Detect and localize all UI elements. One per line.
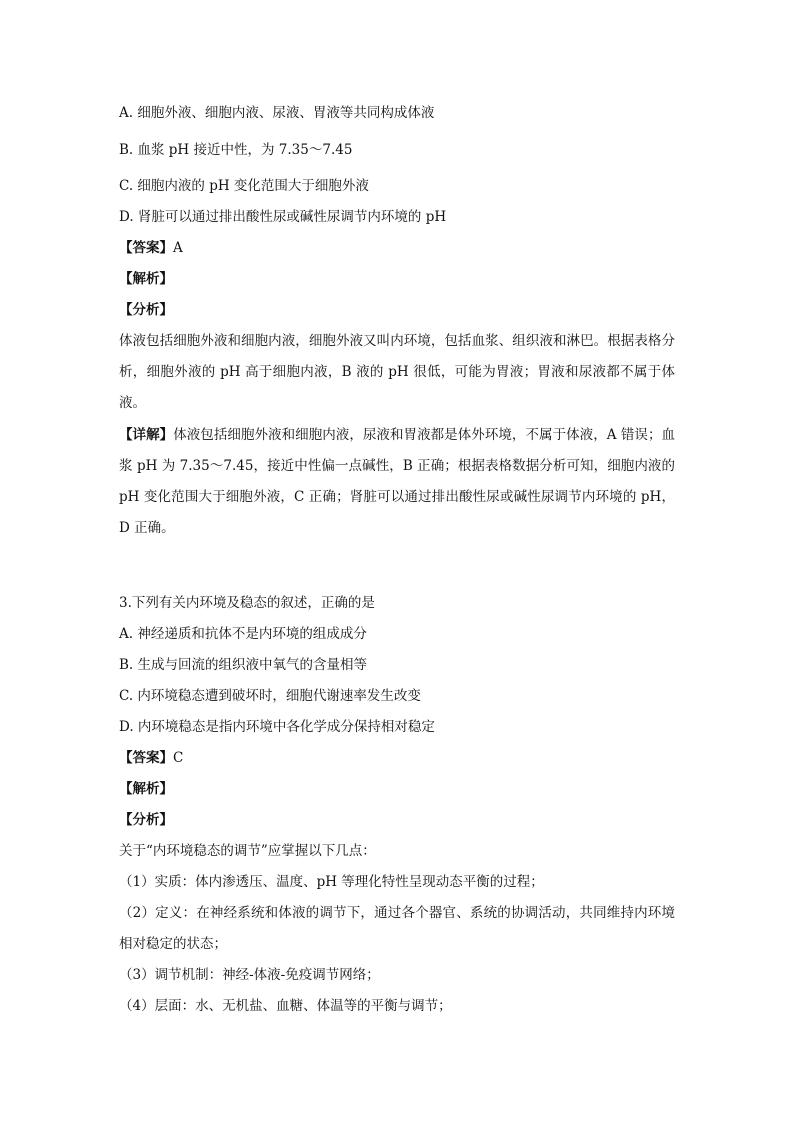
q2-answer xyxy=(119,239,183,257)
detail-text: 体液包括细胞外液和细胞内液，尿液和胃液都是体外环境，不属于体液，A 错误；血浆 pH 为 7.35～7.45，接近中性偏一点碱性，B 正确；根据表格数据分析可知，细胞内液的 pH 变化范围大于细胞外液，C 正确；肾脏可以通过排出酸性尿或碱性尿调节内环境的 pH，D 正确。 xyxy=(119,427,676,536)
q3-point-3: （3）调节机制：神经-体液-免疫调节网络； xyxy=(119,967,380,983)
q2-option-d: D. 肾脏可以通过排出酸性尿或碱性尿调节内环境的 pH xyxy=(119,209,447,225)
q3-answer xyxy=(119,749,183,767)
answer-tag: 【答案】 xyxy=(119,240,173,256)
q2-fenxi-text: 体液包括细胞外液和细胞内液，细胞外液又叫内环境，包括血浆、组织液和淋巴。根据表格分析，细胞外液的 pH 高于细胞内液，B 液的 pH 很低，可能为胃液；胃液和尿液都不属于体液。 xyxy=(119,333,675,411)
q3-fenxi-tag: 【分析】 xyxy=(119,812,173,828)
q2-fenxi-tag: 【分析】 xyxy=(119,302,173,318)
q3-point-4: （4）层面：水、无机盐、血糖、体温等的平衡与调节； xyxy=(119,998,452,1014)
q2-analysis-tag: 【解析】 xyxy=(119,271,173,287)
q2-option-b: B. 血浆 pH 接近中性，为 7.35～7.45 xyxy=(119,142,353,158)
q3-intro: 关于“内环境稳态的调节”应掌握以下几点： xyxy=(119,843,376,859)
q3-option-d: D. 内环境稳态是指内环境中各化学成分保持相对稳定 xyxy=(119,719,435,735)
q3-option-b: B. 生成与回流的组织液中氧气的含量相等 xyxy=(119,657,368,673)
q2-option-c: C. 细胞内液的 pH 变化范围大于细胞外液 xyxy=(119,178,369,194)
q3-point-1: （1）实质：体内渗透压、温度、pH 等理化特性呈现动态平衡的过程； xyxy=(119,874,544,890)
q2-detail xyxy=(119,420,675,544)
q3-stem: 3.下列有关内环境及稳态的叙述，正确的是 xyxy=(119,595,375,611)
q3-option-c: C. 内环境稳态遭到破坏时，细胞代谢速率发生改变 xyxy=(119,688,421,704)
detail-tag: 【详解】 xyxy=(119,427,174,443)
answer-value: A xyxy=(173,240,183,256)
q3-point-2: （2）定义：在神经系统和体液的调节下，通过各个器官、系统的协调活动，共同维持内环境相对稳定的状态； xyxy=(119,905,675,952)
answer-value: C xyxy=(173,750,184,766)
answer-tag: 【答案】 xyxy=(119,750,173,766)
q3-analysis-tag: 【解析】 xyxy=(119,781,173,797)
q2-option-a: A. 细胞外液、细胞内液、尿液、胃液等共同构成体液 xyxy=(119,105,435,121)
q3-option-a: A. 神经递质和抗体不是内环境的组成成分 xyxy=(119,626,367,642)
